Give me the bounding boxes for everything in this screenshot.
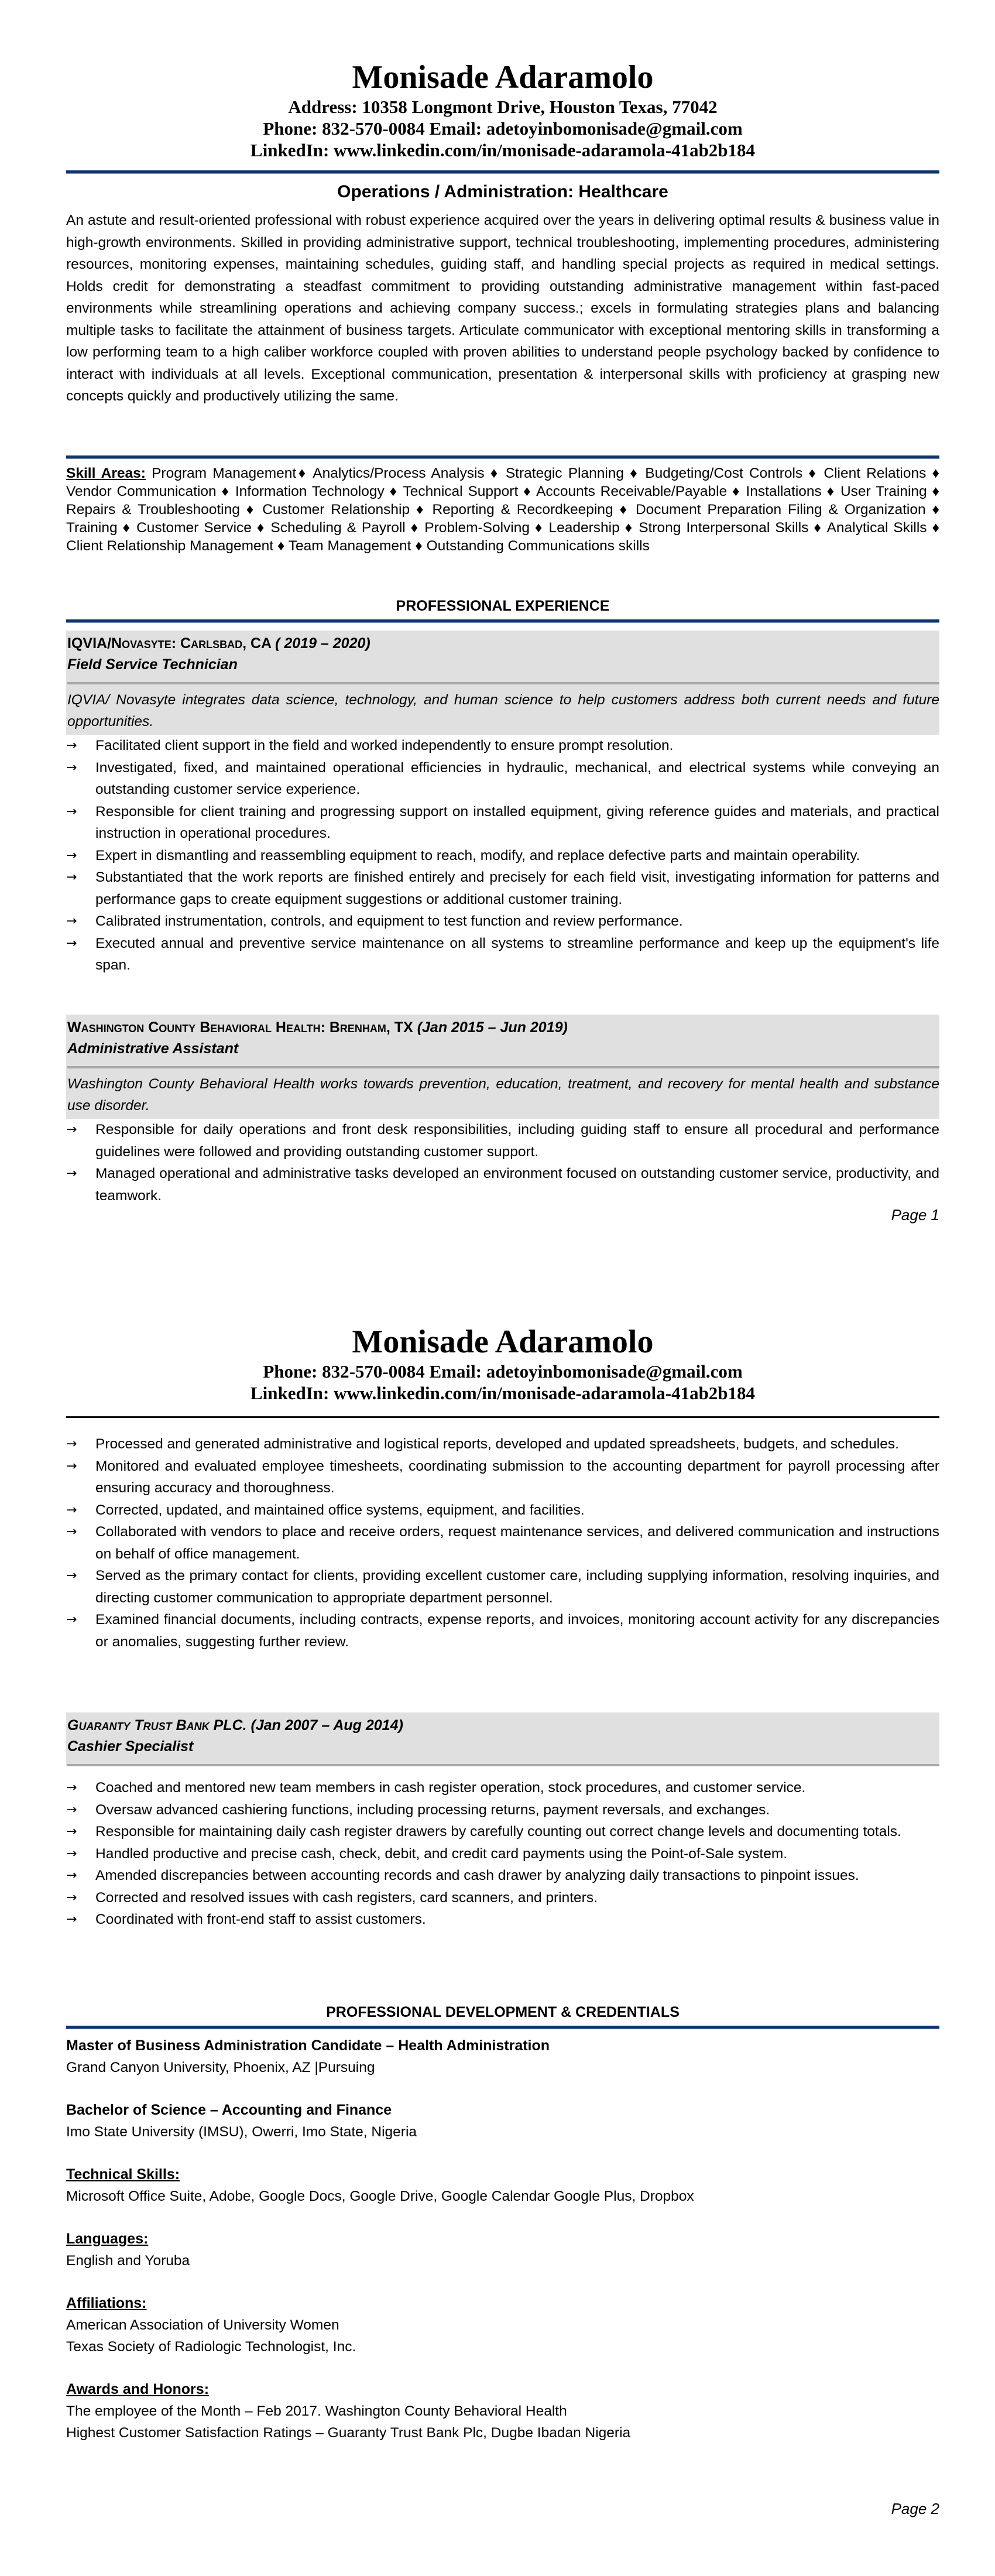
job-description: Washington County Behavioral Health works towards prevention, education, treatment, and recovery for mental health and substance use disorder.: [67, 1076, 939, 1114]
job-bullets-continued: [66, 1433, 939, 1653]
job-header-box: [66, 1712, 939, 1766]
arrow-right-icon: →: [66, 1780, 77, 1795]
list-item: → Corrected, updated, and maintained office systems, equipment, and facilities.: [66, 1499, 939, 1522]
award-item: Highest Customer Satisfaction Ratings – Guaranty Trust Bank Plc, Dugbe Ibadan Nigeria: [66, 2425, 631, 2441]
arrow-right-icon: →: [66, 1525, 77, 1539]
address-line: Address: 10358 Longmont Drive, Houston Texas, 77042: [288, 97, 718, 117]
list-item: → Calibrated instrumentation, controls, and equipment to test function and review performance.: [66, 910, 939, 933]
job-separator: [67, 1066, 939, 1068]
credentials-section: [66, 2035, 939, 2444]
awards-label: Awards and Honors:: [66, 2381, 210, 2397]
header-divider: [66, 1416, 939, 1418]
list-item: → Responsible for daily operations and front desk responsibilities, including guiding staff to ensure all procedural and performance guidelines were followed and providing outstanding customer support.: [66, 1119, 939, 1163]
list-item: → Handled productive and precise cash, check, debit, and credit card payments using the Point-of-Sale system.: [66, 1843, 939, 1865]
affiliation-item: American Association of University Women: [66, 2317, 339, 2333]
list-item: → Collaborated with vendors to place and receive orders, request maintenance services, and delivered communication and instructions on behalf of office management.: [66, 1521, 939, 1565]
job-bullets: [66, 1119, 939, 1207]
affiliations: [66, 2293, 939, 2358]
list-item: → Corrected and resolved issues with cash registers, card scanners, and printers.: [66, 1887, 939, 1909]
award-item: The employee of the Month – Feb 2017. Washington County Behavioral Health: [66, 2403, 567, 2419]
linkedin-line[interactable]: LinkedIn: www.linkedin.com/in/monisade-adaramola-41ab2b184: [250, 1383, 756, 1403]
affiliation-item: Texas Society of Radiologic Technologist, Inc.: [66, 2339, 356, 2355]
technical-skills-value: Microsoft Office Suite, Adobe, Google Docs, Google Drive, Google Calendar Google Plus, Dropbox: [66, 2188, 694, 2204]
list-item: → Examined financial documents, including contracts, expense reports, and invoices, monitoring account activity for any discrepancies or anomalies, suggesting further review.: [66, 1609, 939, 1653]
job-guaranty-trust: [66, 1712, 939, 1931]
languages: [66, 2228, 939, 2272]
list-item: → Substantiated that the work reports are finished entirely and precisely for each field visit, investigating information for patterns and performance gaps to create equipment suggestions or additional customer training.: [66, 866, 939, 910]
job-dates: ( 2019 – 2020): [275, 635, 370, 652]
candidate-name: Monisade Adaramolo: [352, 59, 654, 95]
candidate-name: Monisade Adaramolo: [352, 1324, 654, 1360]
list-item: → Investigated, fixed, and maintained operational efficiencies in hydraulic, mechanical, and electrical systems while conveying an outstanding customer service experience.: [66, 757, 939, 801]
skill-areas-label: Skill Areas:: [66, 465, 146, 481]
list-item: → Coordinated with front-end staff to assist customers.: [66, 1909, 939, 1931]
arrow-right-icon: →: [66, 1437, 77, 1451]
job-separator: [67, 1764, 939, 1766]
school-line: Grand Canyon University, Phoenix, AZ |Pursuing: [66, 2060, 375, 2075]
list-item: → Oversaw advanced cashiering functions, including processing returns, payment reversals, and exchanges.: [66, 1799, 939, 1821]
list-item: → Responsible for maintaining daily cash register drawers by carefully counting out correct change levels and documenting totals.: [66, 1821, 939, 1843]
arrow-right-icon: →: [66, 914, 77, 929]
summary-divider: [66, 455, 939, 459]
arrow-right-icon: →: [66, 870, 77, 885]
job-iqvia: [66, 631, 939, 977]
arrow-right-icon: →: [66, 738, 77, 753]
job-separator: [67, 682, 939, 684]
credentials-divider: [66, 2026, 939, 2029]
list-item: → Amended discrepancies between accounting records and cash drawer by analyzing daily transactions to pinpoint issues.: [66, 1865, 939, 1887]
job-bullets: [66, 735, 939, 977]
arrow-right-icon: →: [66, 1912, 77, 1927]
list-item: → Responsible for client training and progressing support on installed equipment, giving reference guides and materials, and practical instruction in operational procedures.: [66, 801, 939, 845]
job-title: Field Service Technician: [67, 656, 238, 673]
job-header-box: [66, 1015, 939, 1119]
resume-header-continued: [66, 1323, 939, 1404]
list-item: → Facilitated client support in the field and worked independently to ensure prompt resolution.: [66, 735, 939, 757]
arrow-right-icon: →: [66, 848, 77, 863]
list-item: → Processed and generated administrative and logistical reports, developed and updated spreadsheets, budgets, and schedules.: [66, 1433, 939, 1455]
resume-header: [66, 59, 939, 161]
technical-skills: [66, 2164, 939, 2207]
school-line: Imo State University (IMSU), Owerri, Imo State, Nigeria: [66, 2124, 417, 2140]
page-number: Page 1: [891, 1206, 939, 1224]
list-item: → Expert in dismantling and reassembling equipment to reach, modify, and replace defective parts and maintain operability.: [66, 845, 939, 867]
affiliations-label: Affiliations:: [66, 2295, 147, 2311]
education-mba: [66, 2035, 939, 2078]
languages-label: Languages:: [66, 2231, 149, 2247]
education-bsc: [66, 2099, 939, 2143]
job-description: IQVIA/ Novasyte integrates data science, technology, and human science to help customers address both current needs and future opportunities.: [67, 692, 939, 729]
arrow-right-icon: →: [66, 1802, 77, 1817]
experience-divider: [66, 619, 939, 623]
linkedin-line[interactable]: LinkedIn: www.linkedin.com/in/monisade-adaramola-41ab2b184: [250, 140, 756, 160]
headline: Operations / Administration: Healthcare: [337, 182, 668, 201]
job-title: Cashier Specialist: [67, 1738, 194, 1755]
arrow-right-icon: →: [66, 1868, 77, 1883]
professional-summary: An astute and result-oriented professional with robust experience acquired over the years in delivering optimal results & business value in high-growth environments. Skilled in providing administrative support, technical troubleshooting, implementing procedures, administering resources, monitoring expenses, maintaining schedules, guiding staff, and handling special projects as required in medical settings. Holds credit for demonstrating a steadfast commitment to providing outstanding administrative management within fast-paced environments while streamlining operations and achieving company success.; excels in formulating strategies plans and balancing multiple tasks to facilitate the attainment of business targets. Articulate communicator with exceptional mentoring skills in transforming a low performing team to a high caliber workforce coupled with proven abilities to understand people psychology backed by confidence to interact with individuals at all levels. Exceptional communication, presentation & interpersonal skills with proficiency at grasping new concepts quickly and productively utilizing the same.: [66, 213, 939, 404]
job-company: Guaranty Trust Bank PLC. (Jan 2007 – Aug 2014): [67, 1717, 403, 1734]
arrow-right-icon: →: [66, 1846, 77, 1861]
job-dates: (Jan 2007 – Aug 2014): [251, 1717, 403, 1734]
degree-title: Master of Business Administration Candidate – Health Administration: [66, 2037, 550, 2054]
job-company: Washington County Behavioral Health: Brenham, TX (Jan 2015 – Jun 2019): [67, 1019, 568, 1036]
phone-email-line: Phone: 832-570-0084 Email: adetoyinbomonisade@gmail.com: [263, 118, 743, 139]
list-item: → Managed operational and administrative tasks developed an environment focused on outstanding customer service, productivity, and teamwork.: [66, 1163, 939, 1207]
arrow-right-icon: →: [66, 1890, 77, 1905]
arrow-right-icon: →: [66, 1166, 77, 1181]
section-title-experience: PROFESSIONAL EXPERIENCE: [396, 598, 610, 614]
arrow-right-icon: →: [66, 1502, 77, 1517]
section-title-credentials: PROFESSIONAL DEVELOPMENT & CREDENTIALS: [326, 2004, 680, 2020]
job-bullets: [66, 1777, 939, 1931]
arrow-right-icon: →: [66, 1824, 77, 1839]
arrow-right-icon: →: [66, 936, 77, 951]
job-header-box: [66, 631, 939, 735]
skill-areas: [66, 464, 939, 555]
list-item: → Served as the primary contact for clients, providing excellent customer care, including supplying information, resolving inquiries, and directing customer communication to appropriate department personnel.: [66, 1565, 939, 1609]
header-divider: [66, 170, 939, 174]
arrow-right-icon: →: [66, 760, 77, 775]
list-item: → Coached and mentored new team members in cash register operation, stock procedures, and customer service.: [66, 1777, 939, 1799]
arrow-right-icon: →: [66, 1122, 77, 1137]
skill-areas-list: Program Management♦ Analytics/Process Analysis ♦ Strategic Planning ♦ Budgeting/Cost Controls ♦ Client Relations ♦ Vendor Communication ♦ Information Technology ♦ Technical Support ♦ Accounts Receivable/Payable ♦ Installations ♦ User Training ♦ Repairs & Troubleshooting ♦ Customer Relationship ♦ Reporting & Recordkeeping ♦ Document Preparation Filing & Organization ♦ Training ♦ Customer Service ♦ Scheduling & Payroll ♦ Problem-Solving ♦ Leadership ♦ Strong Interpersonal Skills ♦ Analytical Skills ♦ Client Relationship Management ♦ Team Management ♦ Outstanding Communications skills: [66, 465, 939, 554]
degree-title: Bachelor of Science – Accounting and Finance: [66, 2102, 392, 2118]
resume-page-1: [66, 0, 939, 1288]
list-item: → Monitored and evaluated employee timesheets, coordinating submission to the accounting department for payroll processing after ensuring accuracy and thoroughness.: [66, 1455, 939, 1499]
job-dates: (Jan 2015 – Jun 2019): [417, 1019, 568, 1036]
page-number: Page 2: [891, 2500, 939, 2517]
arrow-right-icon: →: [66, 804, 77, 819]
arrow-right-icon: →: [66, 1458, 77, 1474]
job-title: Administrative Assistant: [67, 1040, 239, 1057]
phone-email-line: Phone: 832-570-0084 Email: adetoyinbomonisade@gmail.com: [263, 1361, 743, 1382]
job-washington-county: [66, 1015, 939, 1207]
technical-skills-label: Technical Skills:: [66, 2166, 180, 2183]
languages-value: English and Yoruba: [66, 2253, 190, 2269]
resume-page-2: [66, 1288, 939, 2576]
awards: [66, 2379, 939, 2444]
list-item: → Executed annual and preventive service maintenance on all systems to streamline performance and keep up the equipment's life span.: [66, 933, 939, 977]
arrow-right-icon: →: [66, 1612, 77, 1627]
arrow-right-icon: →: [66, 1568, 77, 1583]
job-company: IQVIA/Novasyte: Carlsbad, CA ( 2019 – 2020): [67, 635, 370, 652]
